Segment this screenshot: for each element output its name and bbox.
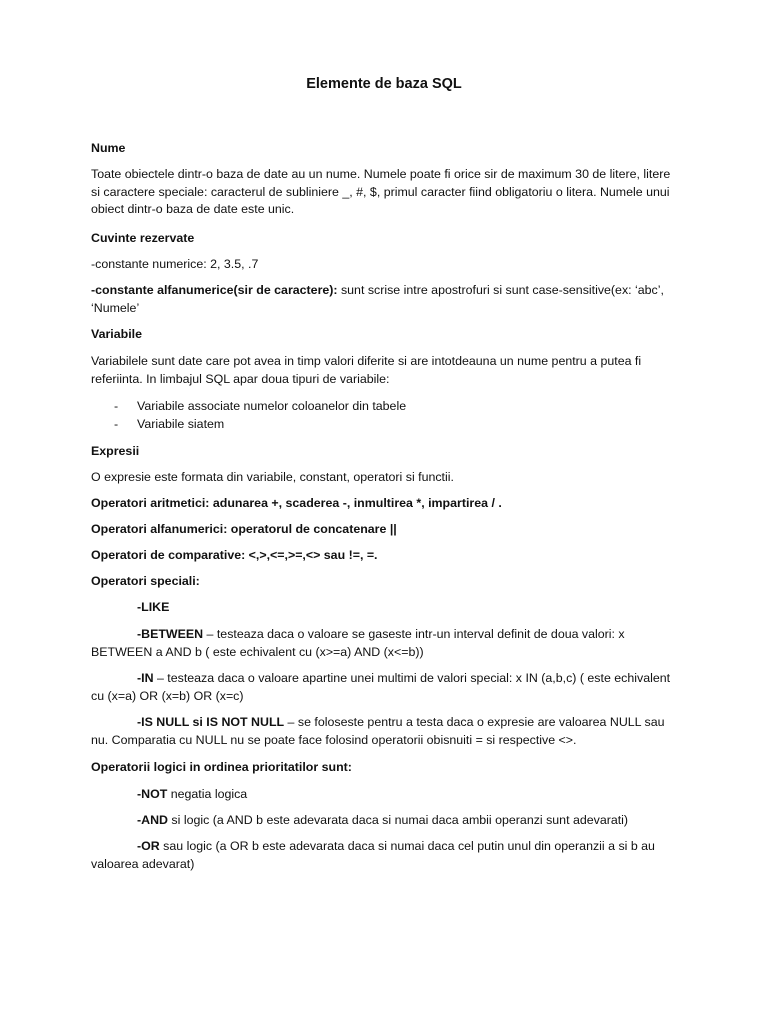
constante-alfanumerice-label: -constante alfanumerice(sir de caractere):	[91, 283, 338, 297]
operatori-aritmetici: Operatori aritmetici: adunarea +, scaderea -, inmultirea *, impartirea / .	[91, 496, 502, 510]
operator-or	[91, 838, 681, 873]
operatori-comparative: Operatori de comparative: <,>,<=,>=,<> sau !=, =.	[91, 548, 378, 562]
operator-or-label: -OR	[137, 839, 160, 853]
operator-is-null-text: – se foloseste pentru a testa daca o expresie are valoarea NULL sau nu. Comparatia cu NULL nu se poate face folosind operatorii obisnuiti = si respective <>.	[91, 715, 665, 747]
operator-in-label: -IN	[137, 671, 154, 685]
paragraph-expresii: O expresie este formata din variabile, constant, operatori si functii.	[91, 470, 454, 484]
operatori-speciali: Operatori speciali:	[91, 574, 200, 588]
heading-expresii: Expresii	[91, 444, 140, 458]
operator-is-null	[91, 714, 681, 749]
paragraph-nume: Toate obiectele dintr-o baza de date au un nume. Numele poate fi orice sir de maximum 30 de litere, litere si caractere speciale: caracterul de subliniere _, #, $, primul caracter fiind obligatoriu o litera. Numele unui obiect dintr-o baza de date este unic.	[91, 167, 671, 216]
list-item	[114, 398, 406, 416]
heading-operatori-logici: Operatorii logici in ordinea prioritatilor sunt:	[91, 760, 352, 774]
operator-and-text: si logic (a AND b este adevarata daca si numai daca ambii operanzi sunt adevarati)	[167, 813, 629, 827]
operator-in-text: – testeaza daca o valoare apartine unei multimi de valori special: x IN (a,b,c) ( este echivalent cu (x=a) OR (x=b) OR (x=c)	[91, 671, 671, 703]
operator-or-text: sau logic (a OR b este adevarata daca si numai daca cel putin unul din operanzii a si b au valoarea adevarat)	[91, 839, 655, 871]
operator-like: -LIKE	[137, 600, 170, 614]
list-item-text: Variabile siatem	[137, 417, 225, 431]
operator-not	[137, 786, 682, 804]
operator-and-label: -AND	[137, 813, 168, 827]
operator-between	[91, 626, 681, 661]
operator-and	[137, 812, 682, 830]
list-bullet: -	[114, 399, 119, 413]
list-item	[114, 416, 224, 434]
constante-alfanumerice-text: sunt scrise intre apostrofuri si sunt case-sensitive(ex: ‘abc’, ‘Numele’	[91, 283, 664, 315]
heading-cuvinte-rezervate: Cuvinte rezervate	[91, 231, 195, 245]
heading-variabile: Variabile	[91, 327, 142, 341]
document-title: Elemente de baza SQL	[306, 76, 462, 92]
constante-numerice: -constante numerice: 2, 3.5, .7	[91, 257, 259, 271]
list-bullet: -	[114, 417, 119, 431]
operator-not-label: -NOT	[137, 787, 168, 801]
operator-not-text: negatia logica	[167, 787, 248, 801]
constante-alfanumerice	[91, 282, 681, 317]
operator-between-label: -BETWEEN	[137, 627, 204, 641]
operator-in	[91, 670, 681, 705]
operator-between-text: – testeaza daca o valoare se gaseste intr-un interval definit de doua valori: x BETWEEN a AND b ( este echivalent cu (x>=a) AND (x<=b))	[91, 627, 625, 659]
heading-nume: Nume	[91, 141, 126, 155]
list-item-text: Variabile associate numelor coloanelor din tabele	[137, 399, 407, 413]
operator-is-null-label: -IS NULL si IS NOT NULL	[137, 715, 285, 729]
paragraph-variabile: Variabilele sunt date care pot avea in timp valori diferite si are intotdeauna un nume pentru a putea fi referiinta. In limbajul SQL apar doua tipuri de variabile:	[91, 354, 642, 386]
operatori-alfanumerici: Operatori alfanumerici: operatorul de concatenare ||	[91, 522, 397, 536]
